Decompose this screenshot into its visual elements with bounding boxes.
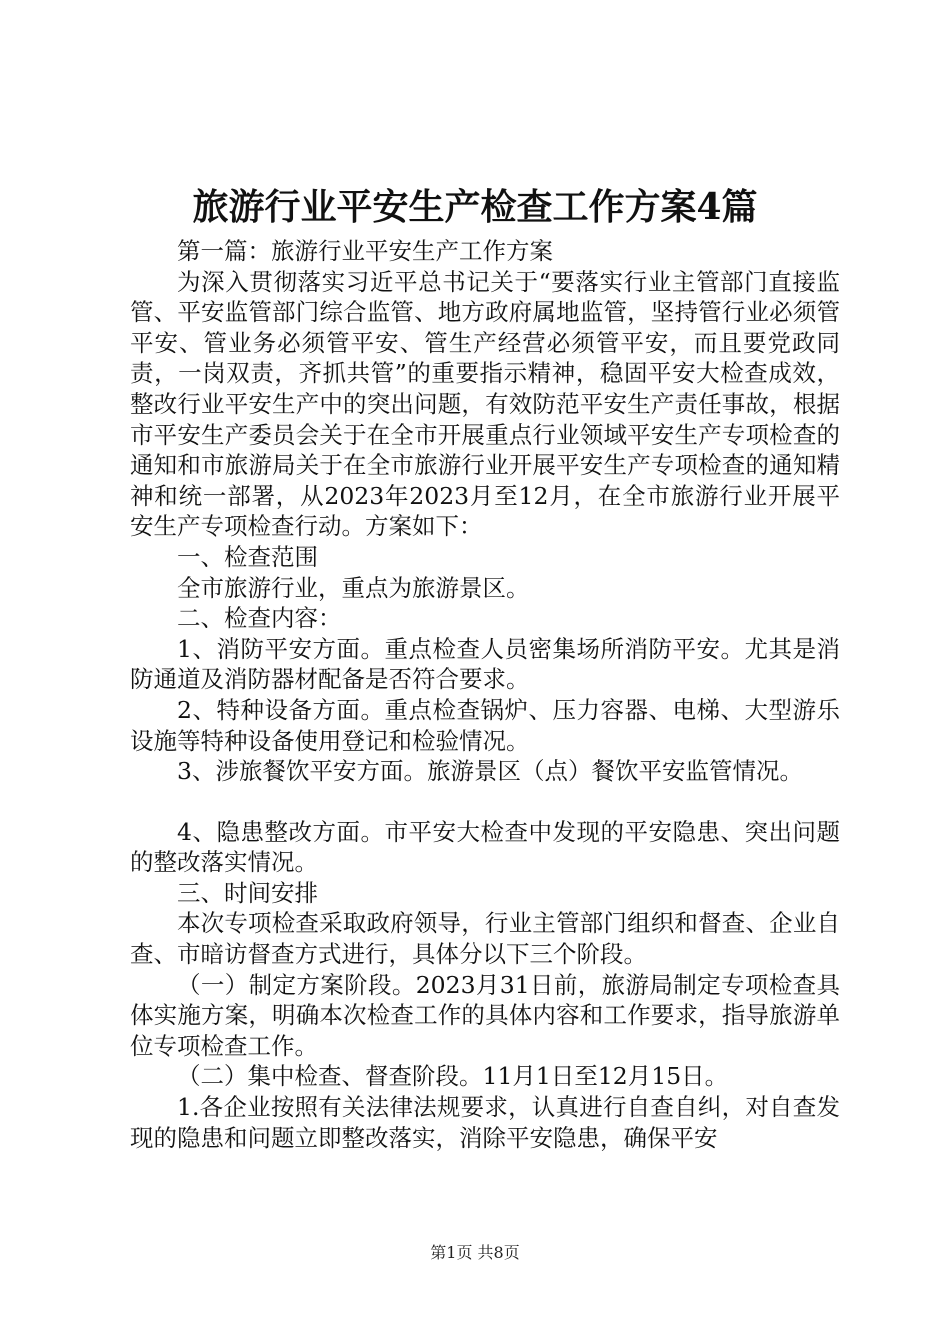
list-item: 1、消防平安方面。重点检查人员密集场所消防平安。尤其是消防通道及消防器材配备是否符合要求。: [130, 634, 840, 694]
section-heading: 二、检查内容：: [177, 604, 342, 633]
paragraph: 1.各企业按照有关法律法规要求，认真进行自查自纠，对自查发现的隐患和问题立即整改落实，消除平安隐患，确保平安: [130, 1093, 840, 1152]
intro-paragraph: 为深入贯彻落实习近平总书记关于“要落实行业主管部门直接监管、平安监管部门综合监管、地方政府属地监管，坚持管行业必须管平安、管业务必须管平安、管生产经营必须管平安，而且要党政同责，一岗双责，齐抓共管”的重要指示精神，稳固平安大检查成效，整改行业平安生产中的突出问题，有效防范平安生产责任事故，根据市平安生产委员会关于在全市开展重点行业领域平安生产专项检查的通知和市旅游局关于在全市旅游行业开展平安生产专项检查的通知精神和统一部署，从2023年2023月至12月，在全市旅游行业开展平安生产专项检查行动。方案如下：: [130, 267, 840, 541]
list-item: 3、涉旅餐饮平安方面。旅游景区（点）餐饮平安监管情况。: [177, 757, 803, 786]
list-item: 4、隐患整改方面。市平安大检查中发现的平安隐患、突出问题的整改落实情况。: [130, 817, 840, 877]
paragraph: 本次专项检查采取政府领导，行业主管部门组织和督查、企业自查、市暗访督查方式进行，具体分以下三个阶段。: [130, 909, 840, 969]
paragraph: （二）集中检查、督查阶段。11月1日至12月15日。: [177, 1062, 729, 1091]
page-number-footer: 第1页 共8页: [430, 1243, 520, 1262]
section-heading: 一、检查范围: [177, 542, 318, 571]
section-heading: 三、时间安排: [177, 878, 318, 907]
paragraph: 全市旅游行业，重点为旅游景区。: [177, 573, 530, 602]
section-heading: 第一篇：旅游行业平安生产工作方案: [177, 237, 553, 265]
list-item: 2、特种设备方面。重点检查锅炉、压力容器、电梯、大型游乐设施等特种设备使用登记和检验情况。: [130, 695, 840, 755]
document-body: [130, 236, 840, 1153]
document-title: 旅游行业平安生产检查工作方案4篇: [192, 186, 758, 228]
paragraph: （一）制定方案阶段。2023月31日前，旅游局制定专项检查具体实施方案，明确本次检查工作的具体内容和工作要求，指导旅游单位专项检查工作。: [130, 970, 840, 1060]
blank-line: [130, 787, 840, 817]
